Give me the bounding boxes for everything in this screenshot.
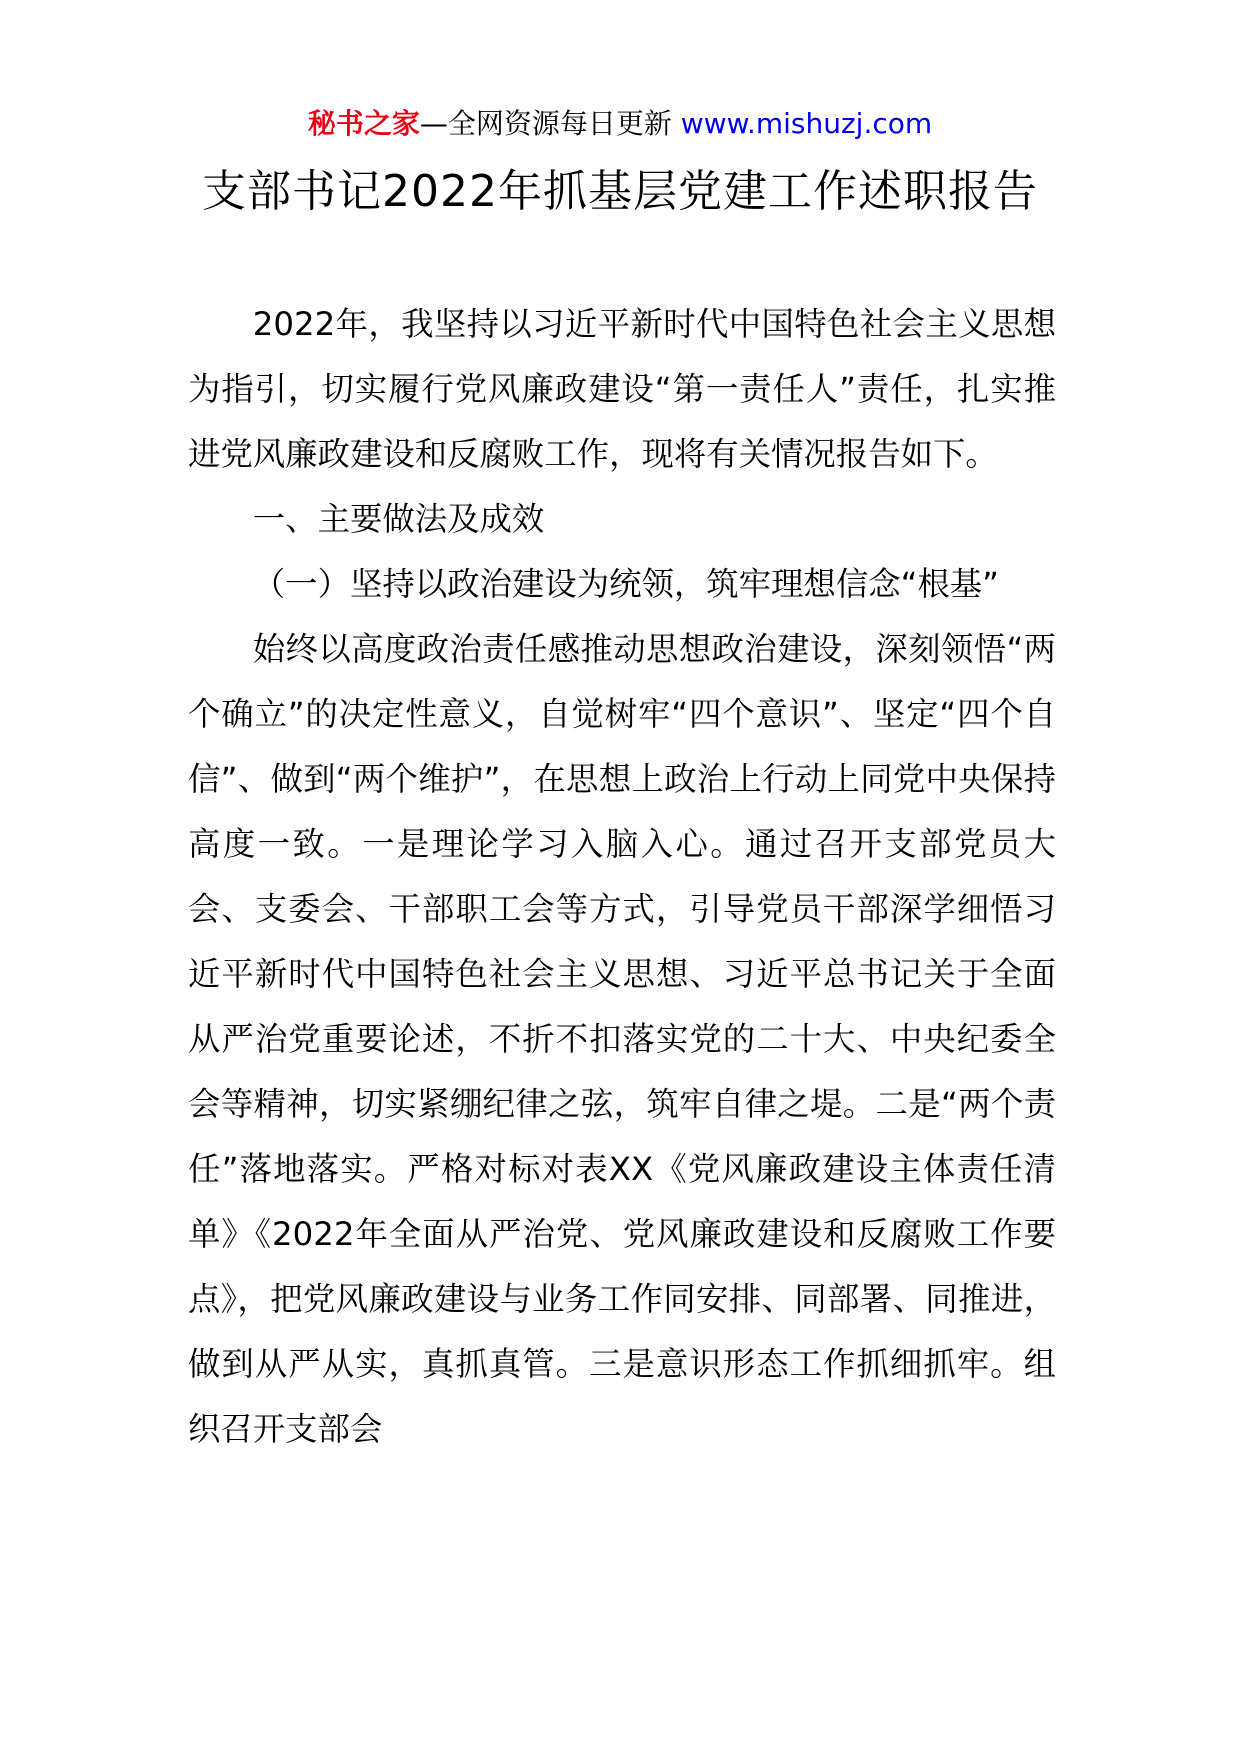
document-body bbox=[188, 292, 1056, 1462]
site-url-link[interactable]: www.mishuzj.com bbox=[680, 107, 933, 140]
site-banner bbox=[0, 106, 1240, 142]
banner-tagline: —全网资源每日更新 bbox=[419, 107, 672, 140]
paragraph-body: 始终以高度政治责任感推动思想政治建设，深刻领悟“两个确立”的决定性意义，自觉树牢“四个意识”、坚定“四个自信”、做到“两个维护”，在思想上政治上行动上同党中央保持高度一致。一是理论学习入脑入心。通过召开支部党员大会、支委会、干部职工会等方式，引导党员干部深学细悟习近平新时代中国特色社会主义思想、习近平总书记关于全面从严治党重要论述，不折不扣落实党的二十大、中央纪委全会等精神，切实紧绷纪律之弦，筑牢自律之堤。二是“两个责任”落地落实。严格对标对表XX《党风廉政建设主体责任清单》《2022年全面从严治党、党风廉政建设和反腐败工作要点》，把党风廉政建设与业务工作同安排、同部署、同推进，做到从严从实，真抓真管。三是意识形态工作抓细抓牢。组织召开支部会 bbox=[188, 630, 1056, 1448]
section-heading: 一、主要做法及成效 bbox=[252, 500, 545, 538]
subsection-heading: （一）坚持以政治建设为统领，筑牢理想信念“根基” bbox=[252, 565, 999, 603]
paragraph-intro: 2022年，我坚持以习近平新时代中国特色社会主义思想为指引，切实履行党风廉政建设“第一责任人”责任，扎实推进党风廉政建设和反腐败工作，现将有关情况报告如下。 bbox=[188, 305, 1056, 473]
brand-name: 秘书之家 bbox=[307, 107, 420, 140]
document-title: 支部书记2022年抓基层党建工作述职报告 bbox=[202, 166, 1038, 217]
